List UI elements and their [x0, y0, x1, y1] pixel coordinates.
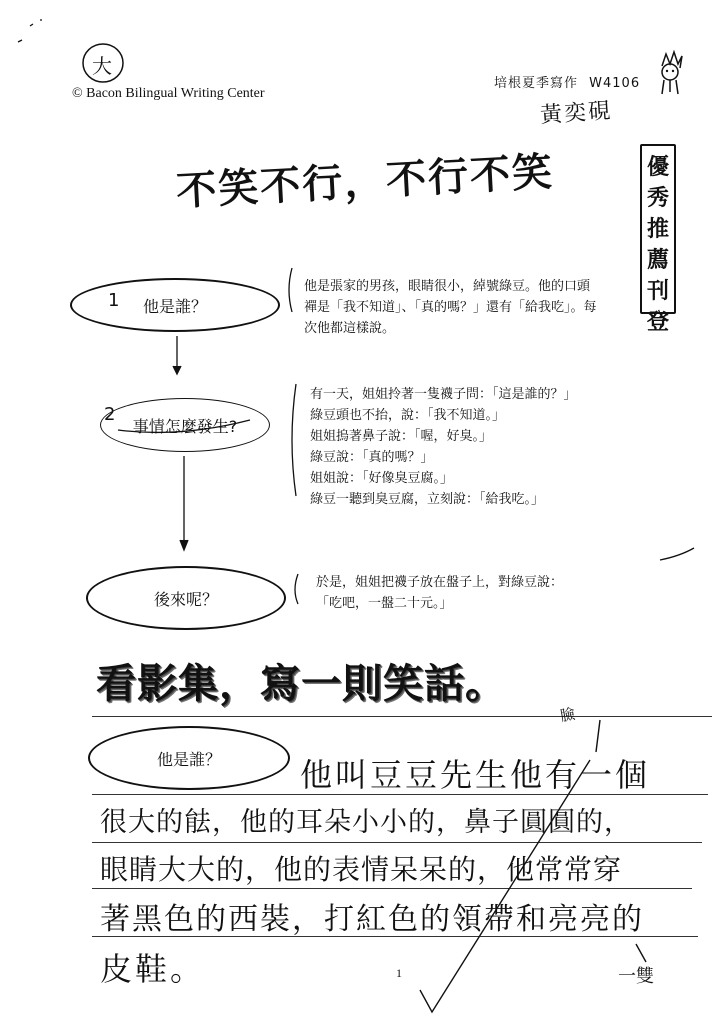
- paragraph-line: 禪是「我不知道」、「真的嗎？」還有「給我吃」。每: [304, 300, 597, 315]
- course-label: [494, 72, 640, 91]
- arrow-head: [180, 540, 188, 550]
- handwriting-line: 很大的䏻，他的耳朵小小的，鼻子圓圓的，: [100, 807, 632, 838]
- stamp-char: 優: [646, 155, 669, 180]
- paragraph-line: 「吃吧，一盤二十元。」: [316, 596, 453, 611]
- ruled-line: [92, 716, 712, 717]
- correction-note: 臉: [558, 704, 577, 726]
- school-label: 培根夏季寫作: [494, 76, 579, 91]
- stray-mark: [660, 548, 694, 560]
- handwriting-line: 他叫豆豆先生他有一個: [300, 756, 651, 794]
- mascot-icon: [652, 44, 692, 96]
- ruled-line: [92, 842, 702, 843]
- bracket-mark: [289, 268, 292, 312]
- section-title: 看影集，寫一則笑話。: [96, 661, 506, 707]
- correction-note: 一雙: [618, 966, 654, 987]
- prompt-who: 他是誰？: [156, 749, 221, 769]
- assignment-code: W4106: [589, 76, 641, 91]
- step-number-1: 1: [108, 290, 120, 311]
- page-number: 1: [396, 966, 402, 980]
- step-number-2: 2: [104, 404, 116, 425]
- paragraph-line: 有一天，姐姐拎著一隻襪子問：「這是誰的？」: [310, 387, 577, 402]
- paragraph-line: 於是，姐姐把襪子放在盤子上，對綠豆說：: [316, 575, 564, 590]
- question-what-happened: 事情怎麼發生?: [132, 416, 238, 436]
- story-paragraph-3: [316, 572, 616, 614]
- stamp-char: 推: [646, 217, 669, 242]
- stamp-char: 刊: [646, 279, 669, 304]
- ruled-line: [92, 888, 692, 889]
- circle-mark-text: 大: [92, 54, 112, 78]
- stamp-char: 登: [646, 310, 669, 335]
- bracket-mark: [292, 384, 296, 496]
- stamp-char: 秀: [646, 186, 669, 211]
- caret-mark: [596, 720, 600, 752]
- story-paragraph-2: [310, 384, 640, 510]
- featured-stamp: [640, 144, 676, 335]
- story-paragraph-1: [304, 276, 644, 339]
- question-oval-what-happened: [100, 398, 270, 452]
- paragraph-line: 姐姐摀著鼻子說：「喔，好臭。」: [310, 429, 493, 444]
- handwriting-line: 眼睛大大的，他的表情呆呆的，他常常穿: [100, 853, 623, 886]
- handwriting-line: 著黑色的西裝，打紅色的領帶和亮亮的: [100, 902, 644, 937]
- page-title: 不笑不行，不行不笑: [175, 149, 556, 215]
- question-who: 他是誰？: [142, 296, 207, 316]
- caret-mark: [636, 944, 646, 962]
- stray-mark: [18, 20, 42, 42]
- handwriting-line: 皮鞋。: [100, 950, 206, 988]
- arrow-head: [173, 366, 181, 374]
- copyright-text: © Bacon Bilingual Writing Center: [72, 86, 265, 101]
- paragraph-line: 他是張家的男孩，眼睛很小，綽號綠豆。他的口頭: [304, 279, 591, 294]
- paragraph-line: 姐姐說：「好像臭豆腐。」: [310, 471, 454, 486]
- paragraph-line: 綠豆頭也不抬，說：「我不知道。」: [310, 408, 506, 423]
- paragraph-line: 綠豆一聽到臭豆腐，立刻說：「給我吃。」: [310, 492, 545, 507]
- question-then: 後來呢？: [153, 589, 218, 609]
- student-name: 黃奕硯: [539, 98, 613, 129]
- stamp-char: 薦: [646, 248, 669, 273]
- question-oval-who: [70, 278, 280, 332]
- paragraph-line: 綠豆說：「真的嗎？」: [310, 450, 434, 465]
- bracket-mark: [295, 574, 298, 604]
- prompt-oval-who: [88, 726, 290, 790]
- paragraph-line: 次他都這樣說。: [304, 321, 396, 336]
- question-oval-then: [86, 566, 286, 630]
